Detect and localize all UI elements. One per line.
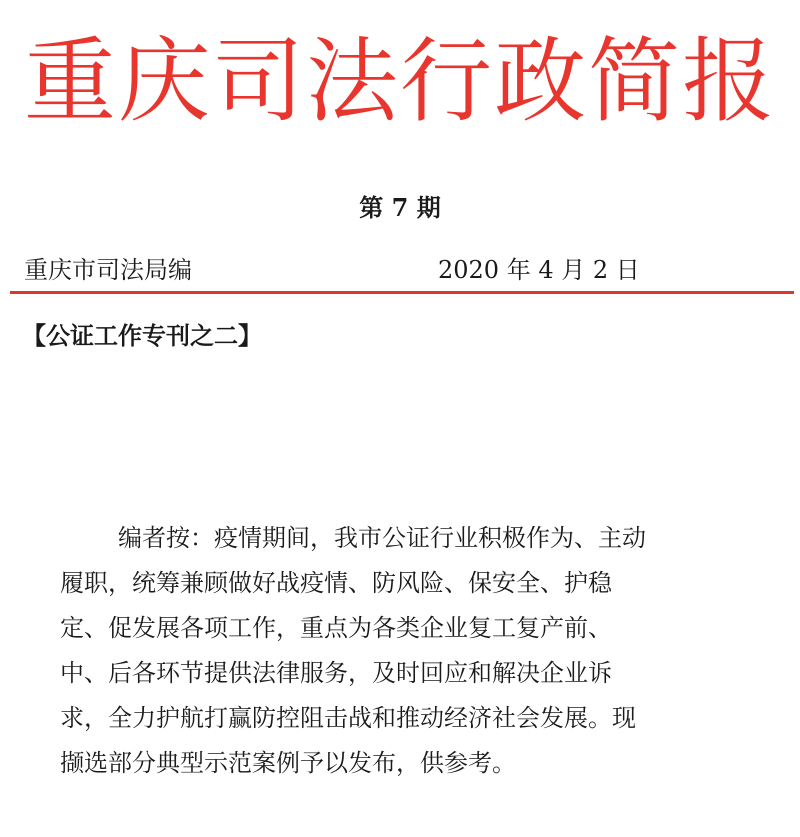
editor-note-line: 编者按：疫情期间，我市公证行业积极作为、主动 [118,524,646,552]
masthead-title: 重庆司法行政简报 [23,28,776,135]
editor-note [60,516,760,786]
editor-line: 重庆市司法局编 [24,256,192,284]
editor-note-line: 履职，统筹兼顾做好战疫情、防风险、保安全、护稳 [60,569,612,597]
red-divider-rule [10,291,794,294]
editor-note-line: 中、后各环节提供法律服务，及时回应和解决企业诉 [60,659,612,687]
editor-note-line: 撷选部分典型示范案例予以发布，供参考。 [60,749,516,777]
editor-note-line: 求，全力护航打赢防控阻击战和推动经济社会发展。现 [60,704,636,732]
editor-note-line: 定、促发展各项工作，重点为各类企业复工复产前、 [60,614,612,642]
publish-date: 2020 年 4 月 2 日 [438,256,640,284]
column-tag: 【公证工作专刊之二】 [22,322,262,350]
issue-number: 第 7 期 [359,193,441,222]
